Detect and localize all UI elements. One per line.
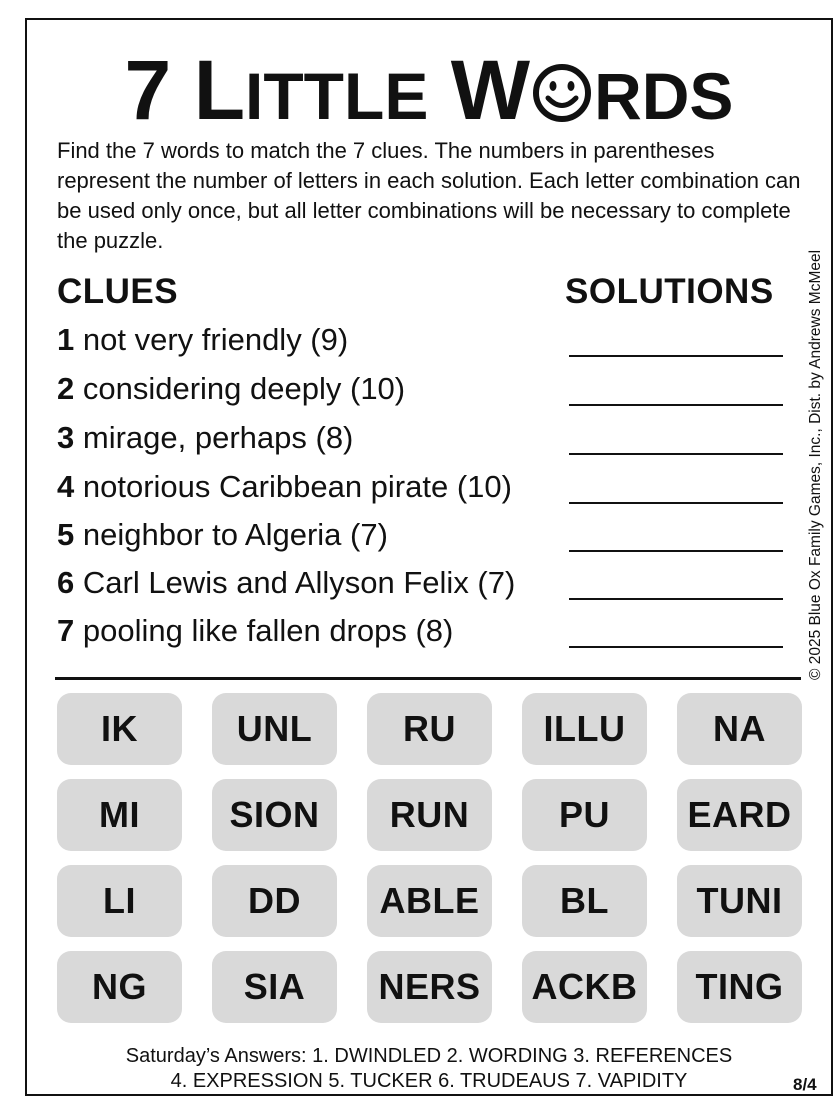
letter-tile[interactable]: LI <box>57 865 182 937</box>
title-letter-l: L <box>193 43 246 137</box>
letter-tile[interactable]: ACKB <box>522 951 647 1023</box>
letter-tile[interactable]: BL <box>522 865 647 937</box>
letter-tile[interactable]: NG <box>57 951 182 1023</box>
solution-line-7[interactable] <box>569 646 783 648</box>
letter-tile[interactable]: PU <box>522 779 647 851</box>
page-title <box>27 43 831 137</box>
letter-tile[interactable]: SION <box>212 779 337 851</box>
instructions-text: Find the 7 words to match the 7 clues. The numbers in parentheses represent the number of letters in each solution. Each letter combination can be used only once, but all letter combinations will be necessary to complete the puzzle. <box>57 138 801 253</box>
letter-tile[interactable]: UNL <box>212 693 337 765</box>
letter-tile[interactable]: TUNI <box>677 865 802 937</box>
letter-tile[interactable]: IK <box>57 693 182 765</box>
clue-5: 5 neighbor to Algeria (7) <box>57 517 388 552</box>
puzzle-date: 8/4 <box>793 1075 817 1094</box>
solutions-header: SOLUTIONS <box>565 272 774 311</box>
solution-line-4[interactable] <box>569 502 783 504</box>
previous-answers-line-1: Saturday’s Answers: 1. DWINDLED 2. WORDING 3. REFERENCES <box>125 1045 733 1067</box>
letter-tile[interactable]: RUN <box>367 779 492 851</box>
clue-2: 2 considering deeply (10) <box>57 371 406 406</box>
divider <box>55 677 801 680</box>
puzzle-frame <box>25 18 833 1096</box>
letter-tile[interactable]: NA <box>677 693 802 765</box>
solution-line-5[interactable] <box>569 550 783 552</box>
letter-tile[interactable]: MI <box>57 779 182 851</box>
title-ittle: ITTLE <box>245 59 429 133</box>
solution-line-2[interactable] <box>569 404 783 406</box>
letter-tile[interactable]: TING <box>677 951 802 1023</box>
title-number: 7 <box>124 43 172 137</box>
title-letter-w: W <box>450 43 531 137</box>
previous-answers-line-2: 4. EXPRESSION 5. TUCKER 6. TRUDEAUS 7. VAPIDITY <box>170 1070 688 1092</box>
letter-tile[interactable]: SIA <box>212 951 337 1023</box>
clue-1: 1 not very friendly (9) <box>57 322 349 357</box>
copyright-notice: © 2025 Blue Ox Family Games, Inc., Dist. by Andrews McMeel <box>807 249 824 680</box>
letter-tile[interactable]: ILLU <box>522 693 647 765</box>
letter-tile[interactable]: EARD <box>677 779 802 851</box>
clue-4: 4 notorious Caribbean pirate (10) <box>57 469 512 504</box>
clue-3: 3 mirage, perhaps (8) <box>57 420 354 455</box>
solution-line-3[interactable] <box>569 453 783 455</box>
clue-6: 6 Carl Lewis and Allyson Felix (7) <box>57 565 516 600</box>
letter-tile[interactable]: DD <box>212 865 337 937</box>
solution-line-6[interactable] <box>569 598 783 600</box>
letter-tile[interactable]: RU <box>367 693 492 765</box>
title-rds: RDS <box>594 59 734 133</box>
smiley-face-icon <box>532 63 592 127</box>
clues-header: CLUES <box>57 272 179 311</box>
solution-line-1[interactable] <box>569 355 783 357</box>
letter-tile[interactable]: NERS <box>367 951 492 1023</box>
letter-tile[interactable]: ABLE <box>367 865 492 937</box>
clue-7: 7 pooling like fallen drops (8) <box>57 613 454 648</box>
